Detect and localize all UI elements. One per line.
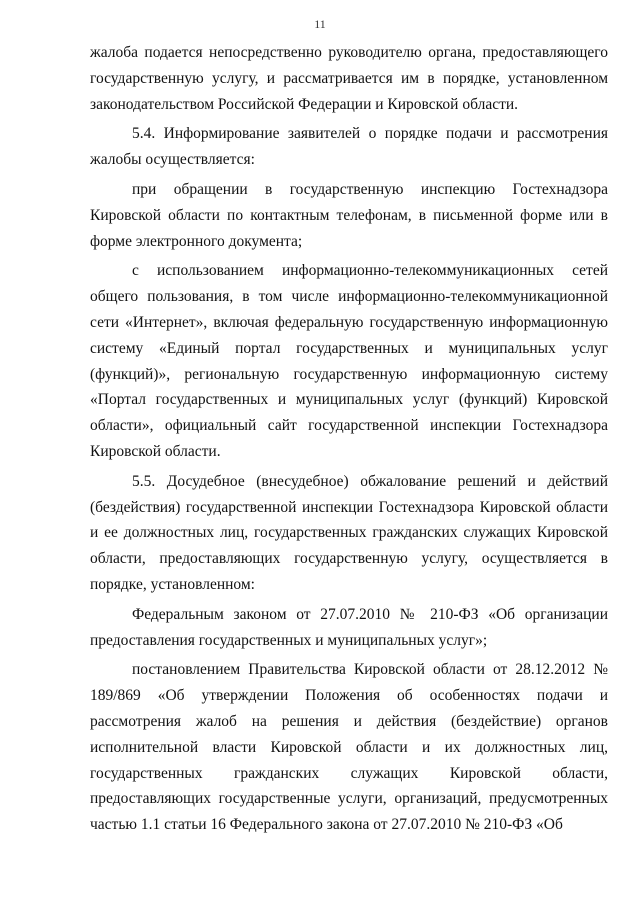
- paragraph-5-4: 5.4. Информирование заявителей о порядке подачи и рассмотрения жалобы осуществляется:: [90, 125, 608, 169]
- paragraph-federal-law: Федеральным законом от 27.07.2010 № 210-ФЗ «Об организации предоставления государственных и муниципальных услуг»;: [90, 605, 608, 649]
- paragraph-5-5: 5.5. Досудебное (внесудебное) обжалование решений и действий (бездействия) государственной инспекции Гостехнадзора Кировской области и ее должностных лиц, государственных гражданских служащих Кировской области, предоставляющих государственную услугу, осуществляется в порядке, установленном:: [90, 472, 608, 593]
- paragraph-regional-resolution: постановлением Правительства Кировской области от 28.12.2012 № 189/869 «Об утверждении Положения об особенностях подачи и рассмотрения жалоб на решения и действия (бездействие) органов исполнительной власти Кировской области и их должностных лиц, государственных гражданских служащих Кировской области, предоставляющих государственные услуги, организаций, предусмотренных частью 1.1 статьи 16 Федерального закона от 27.07.2010 № 210-ФЗ «Об: [90, 661, 608, 834]
- document-body: [90, 40, 608, 838]
- page-number: 11: [314, 17, 326, 31]
- paragraph-internet-methods: с использованием информационно-телекоммуникационных сетей общего пользования, в том числе информационно-телекоммуникационной сети «Интернет», включая федеральную государственную информационную систему «Единый портал государственных и муниципальных услуг (функций)», региональную государственную информационную систему «Портал государственных и муниципальных услуг (функций) Кировской области», официальный сайт государственной инспекции Гостехнадзора Кировской области.: [90, 262, 608, 460]
- paragraph-contact-methods: при обращении в государственную инспекцию Гостехнадзора Кировской области по контактным телефонам, в письменной форме или в форме электронного документа;: [90, 180, 608, 250]
- paragraph-complaint-handling: жалоба подается непосредственно руководителю органа, предоставляющего государственную услугу, и рассматривается им в порядке, установленном законодательством Российской Федерации и Кировской области.: [90, 44, 608, 113]
